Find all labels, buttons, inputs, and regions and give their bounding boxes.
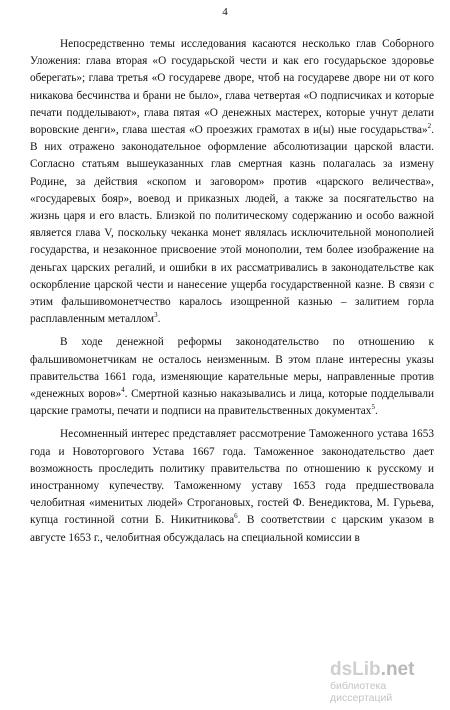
footnote-ref[interactable]: 6 — [234, 512, 238, 521]
paragraph-3 — [30, 426, 434, 546]
paragraph-text: Непосредственно темы исследования касаются несколько глав Соборного Уложения: глава вторая «О государьской чести и как его государьское здоровье оберегать»; глава третья «О государеве дворе, чтоб на государеве дворе ни от кого никакова бесчинства и брани не было», глава четвертая «О подписчиках и которые печати подделывают», глава пятая «О денежных мастерех, которые учнут делати воровские денги», глава шестая «О проезжих грамотах в и(ы) ные государьства» — [30, 38, 434, 137]
paragraph-text: . В соответствии с царским указом в августе 1653 г., челобитная обсуждалась на специальной комиссии в — [30, 514, 434, 544]
paragraph-2 — [30, 334, 434, 420]
paragraph-text: . — [157, 313, 161, 326]
paragraph-1 — [30, 36, 434, 328]
footnote-ref[interactable]: 2 — [427, 122, 432, 131]
footnote-ref[interactable]: 5 — [371, 403, 375, 412]
watermark-logo-main: dsLib — [330, 659, 381, 680]
paragraph-text: . — [374, 405, 378, 418]
footnote-ref[interactable]: 4 — [121, 386, 125, 395]
page-number: 4 — [222, 6, 228, 18]
paragraph-text: . В них отражено законодательное оформление абсолютизации царской власти. Согласно статьям вышеуказанных глав смертная казнь полагалась за измену Родине, за действия «скопом и заговором» против «царского величества», «государевых бояр», воевод и приказных людей, а также за посягательство на жизнь царя и его власть. Близкой по политическому содержанию и особо важной является глава V, поскольку чеканка монет являлась исключительной монополией государства, и незаконное присвоение этой монополии, тем более изображение на деньгах царских регалий, и ошибки в их рассматривались в законодательстве как оскорбление царской чести и нанесение ущерба государственной казне. В связи с этим фальшивомонетчество каралось изощренной казнью – залитием горла расплавленным металлом — [30, 124, 434, 326]
paragraph-text: В ходе денежной реформы законодательство по отношению к фальшивомонетчикам не осталось неизменным. В этом плане интересны указы правительства 1661 года, изменяющие карательные меры, направленные против «денежных воров» — [30, 336, 434, 401]
document-body — [30, 36, 434, 553]
site-watermark — [330, 660, 442, 704]
paragraph-text: Несомненный интерес представляет рассмотрение Таможенного устава 1653 года и Новоторгового Устава 1667 года. Таможенное законодательство дает возможность проследить политику правительства по отношению к русскому и иностранному купечеству. Таможенному уставу 1653 года предшествовала челобитная «именитых людей» Строгановых, гостей Ф. Венедиктова, М. Гурьева, купца гостинной сотни Б. Никитникова — [30, 428, 434, 527]
watermark-logo-domain: .net — [380, 659, 415, 680]
paragraph-text: . Смертной казнью наказывались и лица, которые подделывали царские грамоты, печати и подписи на правительственных документах — [30, 388, 434, 418]
watermark-subtitle: библиотека диссертаций — [330, 680, 393, 704]
footnote-ref[interactable]: 3 — [154, 311, 158, 320]
watermark-logo — [330, 660, 442, 680]
